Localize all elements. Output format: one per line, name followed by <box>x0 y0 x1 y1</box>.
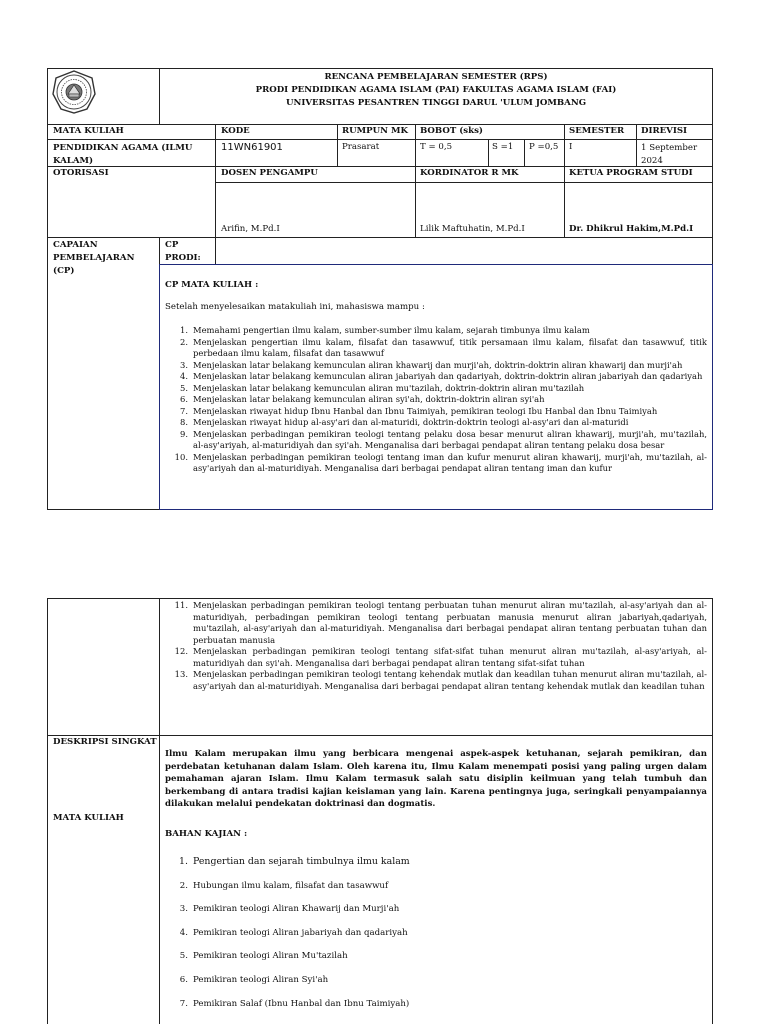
cp-prodi-label: CP PRODI: <box>165 240 201 263</box>
list-item-text: Menjelaskan perbadingan pemikiran teologi tentang sifat-sifat tuhan menurut aliran mu'tazilah, al-asy'ariyah, al-maturidiyah dan syi'ah. Menganalisa dari berbagai pendapat aliran tentang sifat-sifat tuhan <box>193 646 707 668</box>
list-number: 2. <box>180 336 188 347</box>
list-item-text: Menjelaskan pengertian ilmu kalam, filsafat dan tasawwuf, titik persamaan ilmu kalam, filsafat dan tasawwuf, titik perbedaan ilmu kalam, filsafat dan tasawwuf <box>193 336 707 358</box>
list-item-text: Menjelaskan latar belakang kemunculan aliran mu'tazilah, doktrin-doktrin aliran mu'tazilah <box>193 382 585 393</box>
cp-mk-list-page-2 <box>164 600 707 692</box>
list-number: 6. <box>180 394 188 404</box>
course-rumpun: Prasarat <box>342 142 380 152</box>
semester-header: SEMESTER <box>569 126 625 136</box>
cp-mk-title: CP MATA KULIAH : <box>165 280 259 290</box>
cp-mk-item <box>164 452 707 475</box>
direvisi-value: 1 September 2024 <box>641 143 698 166</box>
list-item-text: Menjelaskan riwayat hidup Ibnu Hanbal dan Ibnu Taimiyah, pemikiran teologi Ibu Hanbal dan Ibnu Taimiyah <box>193 405 658 416</box>
rumpun-header: RUMPUN MK <box>342 126 408 136</box>
mata-kuliah-label: MATA KULIAH <box>53 813 124 823</box>
list-number: 12. <box>174 646 188 656</box>
list-number: 10. <box>174 451 188 462</box>
semester-value: I <box>569 142 573 152</box>
list-item-text: Pemikiran teologi Aliran Khawarij dan Murji'ah <box>193 904 400 915</box>
list-item-text: Menjelaskan latar belakang kemunculan aliran syi'ah, doktrin-doktrin aliran syi'ah <box>193 394 545 404</box>
list-number: 6. <box>179 975 188 986</box>
list-number: 3. <box>180 359 188 370</box>
dosen-label: DOSEN PENGAMPU <box>221 168 318 178</box>
list-item-text: Menjelaskan perbadingan pemikiran teologi tentang perbuatan tuhan menurut aliran mu'tazilah, al-asy'ariyah dan al-maturidiyah, perbadingan pemikiran teologi tentang perbuatan manusia menurut aliran jabariyah,qadariyah, mu'tazilah, al-asy'ariyah dan al-maturidiyah. Menganalisa dari berbagai pendapat aliran tentang perbuatan tuhan dan perbuatan manusia <box>193 600 707 645</box>
cp-mk-item <box>164 394 707 406</box>
list-number: 7. <box>179 998 188 1009</box>
course-code: 11WN61901 <box>221 142 283 153</box>
bobot-s: S =1 <box>492 142 514 152</box>
bahan-kajian-item <box>164 928 707 940</box>
document-title <box>160 71 712 110</box>
list-number: 4. <box>180 371 188 381</box>
list-number: 11. <box>174 600 188 610</box>
cp-mk-item <box>164 646 707 669</box>
direvisi-header: DIREVISI <box>641 126 688 136</box>
koordinator-label: KORDINATOR R MK <box>420 168 519 178</box>
list-item-text: Pemikiran Salaf (Ibnu Hanbal dan Ibnu Taimiyah) <box>193 998 410 1009</box>
list-item-text: Pengertian dan sejarah timbulnya ilmu kalam <box>193 856 410 867</box>
list-number: 4. <box>179 927 188 938</box>
list-item-text: Menjelaskan perbadingan pemikiran teologi tentang kehendak mutlak dan keadilan tuhan menurut aliran mu'tazilah, al-asy'ariyah dan al-maturidiyah. Menganalisa dari berbagai pendapat aliran tentang kehendak mutlak dan keadilan tuhan <box>193 669 707 691</box>
list-number: 3. <box>179 904 188 915</box>
bahan-kajian-item <box>164 904 707 916</box>
cp-label: CAPAIAN PEMBELAJARAN (CP) <box>53 240 135 276</box>
kode-header: KODE <box>221 126 250 136</box>
ketua-name: Dr. Dhikrul Hakim,M.Pd.I <box>569 224 694 234</box>
list-item-text: Pemikiran teologi Aliran Syi'ah <box>193 975 329 986</box>
bahan-kajian-item <box>164 881 707 893</box>
cp-mk-list-page-1 <box>164 325 707 475</box>
list-item-text: Hubungan ilmu kalam, filsafat dan tasawwuf <box>193 880 389 891</box>
title-line-2: PRODI PENDIDIKAN AGAMA ISLAM (PAI) FAKULTAS AGAMA ISLAM (FAI) <box>255 85 617 95</box>
bobot-t: T = 0,5 <box>420 142 453 152</box>
cp-mk-intro: Setelah menyelesaikan matakuliah ini, mahasiswa mampu : <box>165 302 425 312</box>
list-number: 1. <box>179 856 188 867</box>
list-item-text: Menjelaskan latar belakang kemunculan aliran khawarij dan murji'ah, doktrin-doktrin aliran khawarij dan murji'ah <box>193 359 683 370</box>
list-item-text: Memahami pengertian ilmu kalam, sumber-sumber ilmu kalam, sejarah timbunya ilmu kalam <box>193 325 590 335</box>
list-item-text: Pemikiran teologi Aliran jabariyah dan qadariyah <box>193 927 408 938</box>
cp-mk-item <box>164 406 707 418</box>
title-line-1: RENCANA PEMBELAJARAN SEMESTER (RPS) <box>324 72 548 82</box>
list-number: 2. <box>179 880 188 891</box>
bahan-kajian-list <box>164 856 707 1022</box>
koordinator-name: Lilik Maftuhatin, M.Pd.I <box>420 224 525 234</box>
cp-mk-item <box>164 600 707 646</box>
cp-mk-item <box>164 360 707 372</box>
list-item-text: Menjelaskan perbadingan pemikiran teologi tentang pelaku dosa besar menurut aliran khawarij, murji'ah, mu'tazilah, al-asy'ariyah, al-maturidiyah dan syi'ah. Menganalisa dari berbagai pendapat aliran tentang pelaku dosa besar <box>193 428 707 450</box>
list-item-text: Menjelaskan perbadingan pemikiran teologi tentang iman dan kufur menurut aliran khawarij, murji'ah, mu'tazilah, al-asy'ariyah dan al-maturidiyah. Menganalisa dari berbagai pendapat aliran tentang iman dan kufur <box>193 451 707 473</box>
list-number: 1. <box>180 325 188 335</box>
deskripsi-text: Ilmu Kalam merupakan ilmu yang berbicara mengenai aspek-aspek ketuhanan, sejarah pemikiran, dan perdebatan ketuhanan dalam Islam. Oleh karena itu, Ilmu Kalam menempati posisi yang paling urgen dalam pemahaman ajaran Islam. Ilmu Kalam termasuk salah satu disiplin keilmuan yang telah tumbuh dan berkembang di antara tradisi kajian keislaman yang lain. Karena pentingnya juga, seringkali penyampaiannya dilakukan melalui pendekatan doktrinasi dan dogmatis. <box>165 749 707 809</box>
cp-mk-item <box>164 337 707 360</box>
list-number: 13. <box>174 669 188 679</box>
list-number: 7. <box>180 405 188 416</box>
bahan-kajian-title: BAHAN KAJIAN : <box>165 829 248 839</box>
course-name: PENDIDIKAN AGAMA (ILMU KALAM) <box>53 143 193 166</box>
cp-mk-item <box>164 371 707 383</box>
dosen-name: Arifin, M.Pd.I <box>221 224 280 234</box>
ketua-label: KETUA PROGRAM STUDI <box>569 168 693 178</box>
otorisasi-label: OTORISASI <box>53 168 109 178</box>
university-logo <box>52 70 96 114</box>
cp-mk-item <box>164 669 707 692</box>
deskripsi-label: DESKRIPSI SINGKAT <box>53 737 157 747</box>
bobot-p: P =0,5 <box>529 142 559 152</box>
list-number: 5. <box>180 382 188 393</box>
bahan-kajian-item <box>164 999 707 1011</box>
cp-mk-item <box>164 417 707 429</box>
list-number: 8. <box>180 417 188 427</box>
list-number: 5. <box>179 951 188 962</box>
cp-mk-item <box>164 325 707 337</box>
cp-mk-item <box>164 429 707 452</box>
list-item-text: Pemikiran teologi Aliran Mu'tazilah <box>193 951 348 962</box>
title-line-3: UNIVERSITAS PESANTREN TINGGI DARUL 'ULUM JOMBANG <box>285 98 587 108</box>
list-number: 9. <box>180 428 188 439</box>
list-item-text: Menjelaskan latar belakang kemunculan aliran jabariyah dan qadariyah, doktrin-doktrin aliran jabariyah dan qadariyah <box>193 371 703 381</box>
mata-kuliah-header: MATA KULIAH <box>53 126 124 136</box>
list-item-text: Menjelaskan riwayat hidup al-asy'ari dan al-maturidi, doktrin-doktrin teologi al-asy'ari dan al-maturidi <box>193 417 629 427</box>
cp-mk-item <box>164 383 707 395</box>
bahan-kajian-item <box>164 951 707 963</box>
bahan-kajian-item <box>164 975 707 987</box>
bobot-header: BOBOT (sks) <box>420 126 483 136</box>
bahan-kajian-item <box>164 856 707 869</box>
